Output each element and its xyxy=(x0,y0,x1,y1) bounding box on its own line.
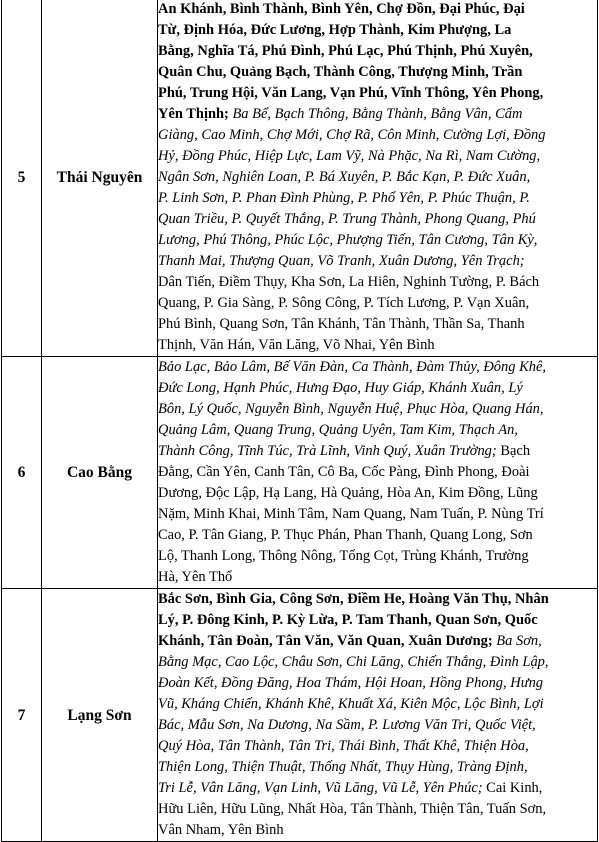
commune-group: Từ, Định Hóa, Đức Lương, Hợp Thành, Kim Phượng, La xyxy=(158,22,512,38)
commune-group: Phú, Trung Hội, Văn Lang, Vạn Phú, Vĩnh Thông, Yên Phong, xyxy=(158,85,544,101)
commune-line xyxy=(158,20,587,41)
commune-group: Quý Hòa, Tân Thành, Tân Tri, Thái Bình, Thất Khê, Thiện Hòa, xyxy=(158,738,529,754)
commune-group: Vũ, Kháng Chiến, Khánh Khê, Khuất Xá, Kiên Mộc, Lộc Bình, Lợi xyxy=(158,696,544,712)
commune-group: Cao, P. Tân Giang, P. Thục Phán, Phan Thanh, Quang Long, Sơn xyxy=(158,527,533,543)
commune-group: Vân Nham, Yên Bình xyxy=(158,822,284,838)
commune-line xyxy=(158,83,587,104)
commune-line xyxy=(158,293,587,314)
commune-line xyxy=(158,567,587,588)
commune-line xyxy=(158,736,587,757)
commune-line xyxy=(158,146,587,167)
commune-group: Ngân Sơn, Nghiên Loan, P. Bá Xuyên, P. Bắc Kạn, P. Đức Xuân, xyxy=(158,169,531,185)
commune-group: Bạch xyxy=(496,443,531,459)
commune-line xyxy=(158,420,587,441)
commune-group: Quân Chu, Quảng Bạch, Thành Công, Thượng Minh, Trần xyxy=(158,64,523,80)
table-row xyxy=(2,589,598,842)
commune-line xyxy=(158,673,587,694)
commune-line xyxy=(158,209,587,230)
commune-line xyxy=(158,778,587,799)
commune-group: Đằng, Cần Yên, Canh Tân, Cô Ba, Cốc Pàng, Đình Phong, Đoài xyxy=(158,464,530,480)
commune-group: Dương, Độc Lập, Hạ Lang, Hà Quảng, Hòa An, Kim Đồng, Lũng xyxy=(158,485,538,501)
commune-list xyxy=(158,589,598,842)
commune-list xyxy=(158,0,598,357)
commune-group: P. Linh Sơn, P. Phan Đình Phùng, P. Phổ Yên, P. Phúc Thuận, P. xyxy=(158,190,530,206)
commune-line xyxy=(158,631,587,652)
commune-line xyxy=(158,357,587,378)
commune-list xyxy=(158,357,598,589)
commune-group: Giàng, Cao Minh, Chợ Mới, Chợ Rã, Côn Minh, Cường Lợi, Đồng xyxy=(158,127,546,143)
commune-line xyxy=(158,483,587,504)
commune-group: Hỷ, Đồng Phúc, Hiệp Lực, Lam Vỹ, Nà Phặc, Na Rì, Nam Cường, xyxy=(158,148,541,164)
commune-line xyxy=(158,335,587,356)
commune-line xyxy=(158,820,587,841)
commune-line xyxy=(158,41,587,62)
commune-group: Ba Sơn, xyxy=(492,633,542,649)
commune-group: Bắc Sơn, Bình Gia, Công Sơn, Điềm He, Hoàng Văn Thụ, Nhân xyxy=(158,591,549,607)
commune-line xyxy=(158,378,587,399)
commune-line xyxy=(158,399,587,420)
commune-group: Quan Triều, P. Quyết Thắng, P. Trung Thành, Phong Quang, Phú xyxy=(158,211,536,227)
commune-line xyxy=(158,0,587,20)
commune-line xyxy=(158,546,587,567)
commune-group: Hà, Yên Thổ xyxy=(158,569,233,585)
commune-group: Khánh, Tân Đoàn, Tân Văn, Văn Quan, Xuân Dương; xyxy=(158,633,493,649)
commune-group: Tri Lễ, Vân Lăng, Vạn Linh, Vũ Lăng, Vũ Lễ, Yên Phúc; xyxy=(158,780,483,796)
commune-line xyxy=(158,757,587,778)
commune-group: Bằng Mạc, Cao Lộc, Châu Sơn, Chi Lăng, Chiến Thắng, Đình Lập, xyxy=(158,654,549,670)
table-row xyxy=(2,357,598,589)
table-row xyxy=(2,0,598,357)
commune-line xyxy=(158,652,587,673)
commune-line xyxy=(158,610,587,631)
commune-group: Yên Thịnh; xyxy=(158,106,229,122)
row-number: 5 xyxy=(2,0,42,357)
commune-group: Thanh Mai, Thượng Quan, Võ Tranh, Xuân Dương, Yên Trạch; xyxy=(158,253,525,269)
commune-group: Quảng Lâm, Quang Trung, Quảng Uyên, Tam Kim, Thạch An, xyxy=(158,422,518,438)
commune-group: Lý, P. Đông Kinh, P. Kỳ Lừa, P. Tam Thanh, Quan Sơn, Quốc xyxy=(158,612,538,628)
commune-line xyxy=(158,504,587,525)
commune-line xyxy=(158,188,587,209)
commune-line xyxy=(158,799,587,820)
commune-line xyxy=(158,462,587,483)
commune-line xyxy=(158,589,587,610)
commune-line xyxy=(158,125,587,146)
commune-line xyxy=(158,272,587,293)
province-name: Lạng Sơn xyxy=(42,589,158,842)
commune-line xyxy=(158,694,587,715)
commune-group: Đoàn Kết, Đồng Đăng, Hoa Thám, Hội Hoan, Hồng Phong, Hưng xyxy=(158,675,544,691)
province-name: Cao Bằng xyxy=(42,357,158,589)
commune-line xyxy=(158,441,587,462)
commune-group: Thành Công, Tĩnh Túc, Trà Lĩnh, Vinh Quý, Xuân Trường; xyxy=(158,443,497,459)
commune-group: Thiện Long, Thiện Thuật, Thống Nhất, Thụy Hùng, Tràng Định, xyxy=(158,759,528,775)
commune-line xyxy=(158,314,587,335)
commune-line xyxy=(158,525,587,546)
commune-group: Phú Bình, Quang Sơn, Tân Khánh, Tân Thành, Thần Sa, Thanh xyxy=(158,316,525,332)
row-number: 6 xyxy=(2,357,42,589)
commune-line xyxy=(158,104,587,125)
commune-group: Bôn, Lý Quốc, Nguyễn Bình, Nguyễn Huệ, Phục Hòa, Quang Hán, xyxy=(158,401,544,417)
commune-group: Lộ, Thanh Long, Thông Nông, Tổng Cọt, Trùng Khánh, Trường xyxy=(158,548,529,564)
commune-group: Đức Long, Hạnh Phúc, Hưng Đạo, Huy Giáp, Khánh Xuân, Lý xyxy=(158,380,523,396)
commune-group: Dân Tiến, Điềm Thụy, Kha Sơn, La Hiên, Nghinh Tường, P. Bách xyxy=(158,274,540,290)
commune-line xyxy=(158,230,587,251)
commune-line xyxy=(158,251,587,272)
commune-group: Quang, P. Gia Sàng, P. Sông Công, P. Tích Lương, P. Vạn Xuân, xyxy=(158,295,530,311)
province-table xyxy=(1,0,598,842)
commune-group: Nặm, Minh Khai, Minh Tâm, Nam Quang, Nam Tuấn, P. Nùng Trí xyxy=(158,506,544,522)
commune-group: Thịnh, Văn Hán, Văn Lăng, Võ Nhai, Yên Bình xyxy=(158,337,435,353)
commune-group: Lương, Phú Thông, Phúc Lộc, Phượng Tiến, Tân Cương, Tân Kỳ, xyxy=(158,232,538,248)
commune-group: Bác, Mẫu Sơn, Na Dương, Na Sầm, P. Lương Văn Tri, Quốc Việt, xyxy=(158,717,536,733)
commune-group: An Khánh, Bình Thành, Bình Yên, Chợ Đồn, Đại Phúc, Đại xyxy=(158,1,525,17)
commune-line xyxy=(158,167,587,188)
commune-group: Cai Kinh, xyxy=(482,780,543,796)
commune-group: Ba Bể, Bạch Thông, Bằng Thành, Bằng Vân, Cẩm xyxy=(228,106,523,122)
commune-group: Bằng, Nghĩa Tá, Phú Đình, Phú Lạc, Phú Thịnh, Phú Xuyên, xyxy=(158,43,533,59)
row-number: 7 xyxy=(2,589,42,842)
commune-group: Bảo Lạc, Bảo Lâm, Bế Văn Đàn, Ca Thành, Đàm Thủy, Đông Khê, xyxy=(158,359,547,375)
commune-line xyxy=(158,62,587,83)
commune-line xyxy=(158,715,587,736)
province-name: Thái Nguyên xyxy=(42,0,158,357)
commune-group: Hữu Liên, Hữu Lũng, Nhất Hòa, Tân Thành, Thiện Tân, Tuấn Sơn, xyxy=(158,801,547,817)
